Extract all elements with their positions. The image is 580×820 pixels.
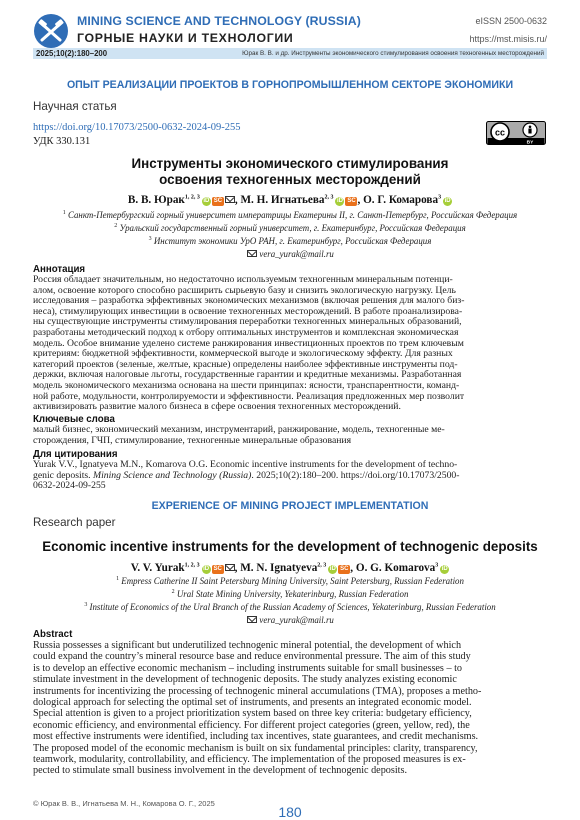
abstract-line: is to develop an effective economic mechanism – including instruments suitable for small businesses – to [33, 662, 463, 674]
journal-website-link[interactable]: https://mst.misis.ru/ [469, 34, 547, 44]
mail-icon[interactable] [225, 564, 235, 571]
scopus-icon[interactable]: SC [213, 198, 223, 204]
orcid-icon[interactable]: iD [444, 198, 451, 204]
abstract-line: исследования – разработка эффективных экономических механизмов (включая решения для малого биз- [33, 295, 465, 307]
affiliation-ru-3 [0, 236, 580, 246]
abstract-line: критериям: бюджетной эффективности, коммерческой выгоде и экологическому эффекту. Для разных [33, 348, 453, 360]
citation-line[interactable]: 0632-2024-09-255 [33, 480, 106, 492]
author-name: О. Г. Комарова [363, 194, 439, 206]
issn: eISSN 2500-0632 [475, 16, 547, 26]
paper-type-ru: Научная статья [33, 100, 117, 113]
paper-type-en: Research paper [33, 516, 116, 529]
abstract-line: ны существующие инструменты стимулирования переработки техногенных минеральных образований, [33, 316, 462, 328]
abstract-line: неса), стимулирующих инвестиции в освоение техногенных месторождений. В работе проанализирова- [33, 305, 463, 317]
email-ru[interactable] [0, 249, 580, 259]
author-affiliation-sup: 3 [438, 194, 442, 201]
cc-by-license-icon[interactable] [486, 121, 546, 145]
author-affiliation-sup: 1, 2, 3 [184, 562, 200, 569]
abstract-line: модель. Особое внимание уделено системе ранжирования инвестиционных проектов по трем ключевым [33, 337, 464, 349]
title-en: Economic incentive instruments for the development of technogenic deposits [42, 539, 538, 554]
author-affiliation-sup: 2, 3 [324, 194, 334, 201]
affiliation-en-1 [0, 576, 580, 586]
email-text[interactable]: vera_yurak@mail.ru [259, 615, 334, 625]
abstract-line: most effective instruments were identified, including tax incentives, state guarantees, and credit mechanisms. [33, 731, 479, 743]
abstract-line: dological approach for selecting the optimal set of instruments, and presents an integrated economic model. [33, 697, 472, 709]
affiliation-text: Ural State Mining University, Yekaterinburg, Russian Federation [176, 589, 409, 599]
citation-line: Yurak V.V., Ignatyeva M.N., Komarova O.G. Economic incentive instruments for the development of techno- [33, 459, 458, 470]
rubric-ru: ОПЫТ РЕАЛИЗАЦИИ ПРОЕКТОВ В ГОРНОПРОМЫШЛЕННОМ СЕКТОРЕ ЭКОНОМИКИ [66, 79, 514, 91]
doi-link[interactable]: https://doi.org/10.17073/2500-0632-2024-09-255 [33, 122, 241, 133]
author-name: В. В. Юрак [127, 194, 185, 206]
copyright: © Юрак В. В., Игнатьева М. Н., Комарова О. Г., 2025 [33, 799, 215, 808]
affiliation-number: 2 [171, 589, 175, 596]
affiliation-en-3 [0, 602, 580, 612]
title-ru-line1: Инструменты экономического стимулирования [131, 156, 449, 171]
citation-text: genic deposits. [33, 469, 93, 481]
abstract-line: pected to stimulate small business involvement in the development of technogenic deposits. [33, 765, 408, 777]
orcid-icon[interactable]: iD [336, 198, 343, 204]
affiliation-number: 1 [116, 576, 120, 583]
running-head: Юрак В. В. и др. Инструменты экономического стимулирования освоения техногенных месторождений [242, 50, 544, 57]
scopus-icon[interactable]: SC [213, 566, 222, 572]
abstract-line: instruments for incentivizing the processing of technogenic mineral accumulations (TMA), proposes a metho- [33, 685, 482, 697]
affiliation-en-2 [0, 589, 580, 599]
affiliation-number: 3 [148, 236, 152, 243]
abstract-line: teamwork, modularity, controllability, and efficiency. The implementation of the proposed measures is ex- [33, 754, 466, 766]
affiliation-number: 3 [84, 602, 88, 609]
abstract-line: модель экономического механизма основана на шести принципах: ясности, транспарентности, команд- [33, 379, 460, 391]
keywords-ru [33, 425, 547, 446]
issue-info: 2025;10(2):180–200 [36, 49, 108, 58]
mail-icon [247, 616, 257, 623]
affiliation-number: 1 [62, 210, 66, 217]
journal-title-ru: ГОРНЫЕ НАУКИ И ТЕХНОЛОГИИ [77, 31, 294, 45]
citation [33, 460, 547, 492]
authors-en: V. V. Yurak$^{1, 2, 3}$iD SC , M. N. Ignatyeva$^{2, 3}$iD SC , O. G. Komarova$^3$iD [130, 562, 448, 574]
cite-heading-ru: Для цитирования [33, 449, 118, 460]
author-name: V. V. Yurak [130, 562, 185, 574]
affiliation-text: Institute of Economics of the Ural Branch of the Russian Academy of Sciences, Yekaterinburg, Russian Federation [89, 602, 496, 612]
scopus-icon[interactable]: SC [340, 566, 349, 572]
email-en[interactable] [0, 615, 580, 625]
author-name: М. Н. Игнатьева [240, 194, 325, 206]
citation-text[interactable]: . 2025;10(2):180–200. https://doi.org/10.17073/2500- [251, 469, 460, 481]
abstract-line: economic efficiency, and environmental efficiency. For different project categories (green, yellow, red), the [33, 719, 470, 731]
citation-line [33, 471, 547, 482]
affiliation-number: 2 [114, 223, 118, 230]
affiliation-text: Empress Catherine II Saint Petersburg Mining University, Saint Petersburg, Russian Federation [121, 576, 464, 586]
title-ru-line2: освоения техногенных месторождений [159, 172, 421, 187]
orcid-icon[interactable]: iD [441, 566, 448, 572]
abstract-line: Russia possesses a significant but underutilized technogenic mineral potential, the development of which [33, 640, 462, 651]
authors-ru: В. В. Юрак$^{1, 2, 3}$iD SC , М. Н. Игнатьева$^{2, 3}$iD SC , О. Г. Комарова$^3$iD [127, 194, 451, 206]
affiliation-text: Уральский государственный горный университет, г. Екатеринбург, Российская Федерация [119, 223, 466, 233]
orcid-icon[interactable]: iD [203, 198, 210, 204]
mail-icon[interactable] [225, 196, 235, 203]
author-affiliation-sup: 3 [435, 562, 439, 569]
author-affiliation-sup: 2, 3 [317, 562, 327, 569]
abstract-line: The proposed model of the economic mechanism is built on six fundamental principles: clarity, transparency, [33, 742, 478, 754]
svg-text:BY: BY [526, 140, 534, 145]
keywords-line: сторождения, ГЧП, стимулирование, техногенные минеральные образования [33, 434, 352, 446]
abstract-line: активизировать развитие малого бизнеса в сфере освоения техногенных месторождений. [33, 401, 401, 413]
author-name: M. N. Ignatyeva [240, 562, 318, 574]
page-number: 180 [278, 804, 302, 820]
email-text[interactable]: vera_yurak@mail.ru [259, 249, 334, 259]
keywords-heading-ru: Ключевые слова [33, 414, 115, 425]
udk: УДК 330.131 [33, 136, 91, 147]
author-affiliation-sup: 1, 2, 3 [184, 194, 200, 201]
abstract-line: держки, включая налоговые льготы, государственные гарантии и кредитные механизмы. Разработанная [33, 369, 462, 381]
rubric-en: EXPERIENCE OF MINING PROJECT IMPLEMENTATION [151, 500, 429, 512]
abstract-line: could expand the country’s mineral resource base and reduce environmental pressure. The aim of this study [33, 651, 471, 663]
abstract-line: разработаны методический подход к отбору оптимальных инструментов и комплексная экономическая [33, 326, 459, 338]
orcid-icon[interactable]: iD [329, 566, 336, 572]
abstract-ru [33, 275, 547, 413]
scopus-icon[interactable]: SC [347, 198, 356, 204]
abstract-line: Россия обладает значительным, но недостаточно используемым техногенным минеральным потенци- [33, 274, 453, 285]
mail-icon [247, 250, 257, 257]
orcid-icon[interactable]: iD [203, 566, 210, 572]
abstract-line: Special attention is given to a project prioritization system based on three key criteria: budgetary efficiency, [33, 708, 472, 720]
affiliation-text: Институт экономики УрО РАН, г. Екатеринбург, Российская Федерация [153, 236, 432, 246]
abstract-heading-en: Abstract [33, 629, 73, 640]
journal-title-en: MINING SCIENCE AND TECHNOLOGY (RUSSIA) [77, 14, 361, 28]
affiliation-ru-2 [0, 223, 580, 233]
keywords-line: малый бизнес, экономический механизм, инструментарий, ранжирование, модель, техногенные ме- [33, 424, 445, 435]
affiliation-ru-1 [0, 210, 580, 220]
abstract-line: алом, освоение которого способно расширить сырьевую базу и снизить экологическую нагрузку. Цель [33, 284, 456, 296]
abstract-line: ной работе, модульности, контролируемости и эффективности. Реализация предложенных мер позволит [33, 390, 465, 402]
abstract-line: stimulate investment in the development of technogenic deposits. The study analyzes existing economic [33, 674, 457, 686]
abstract-heading-ru: Аннотация [33, 264, 86, 275]
journal-logo-icon [33, 13, 69, 49]
author-name: O. G. Komarova [355, 562, 436, 574]
affiliation-text: Санкт-Петербургский горный университет императрицы Екатерины II, г. Санкт-Петербург, Российская Федерация [68, 210, 518, 220]
abstract-line: категорий проектов (зеленые, желтые, красные) определены наиболее эффективные инструменты под- [33, 358, 458, 370]
citation-journal: Mining Science and Technology (Russia) [93, 469, 252, 481]
abstract-en [33, 640, 547, 777]
svg-text:cc: cc [494, 127, 506, 138]
